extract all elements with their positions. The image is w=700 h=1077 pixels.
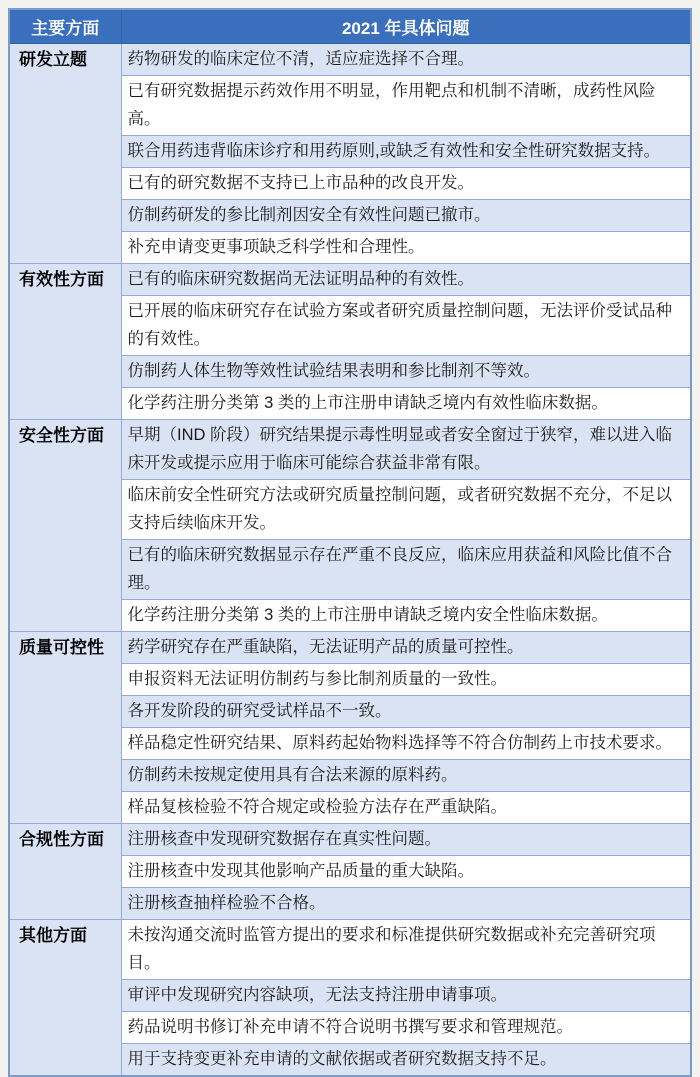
- problem-cell: 仿制药未按规定使用具有合法来源的原料药。: [121, 760, 691, 792]
- table-header: [9, 9, 691, 44]
- problem-cell: 样品复核检验不符合规定或检验方法存在严重缺陷。: [121, 792, 691, 824]
- table-row: [9, 264, 691, 296]
- problem-cell: 样品稳定性研究结果、原料药起始物料选择等不符合仿制药上市技术要求。: [121, 728, 691, 760]
- table-row: [9, 920, 691, 980]
- problems-table: [8, 8, 692, 1077]
- table-row: [9, 632, 691, 664]
- problem-cell: 注册核查中发现研究数据存在真实性问题。: [121, 824, 691, 856]
- problem-cell: 补充申请变更事项缺乏科学性和合理性。: [121, 232, 691, 264]
- category-cell-quality: 质量可控性: [9, 632, 121, 824]
- problem-cell: 未按沟通交流时监管方提出的要求和标准提供研究数据或补充完善研究项目。: [121, 920, 691, 980]
- table-body: [9, 44, 691, 1077]
- category-cell-other: 其他方面: [9, 920, 121, 1077]
- problem-cell: 注册核查抽样检验不合格。: [121, 888, 691, 920]
- problem-cell: 化学药注册分类第 3 类的上市注册申请缺乏境内安全性临床数据。: [121, 600, 691, 632]
- problem-cell: 已有的临床研究数据显示存在严重不良反应，临床应用获益和风险比值不合理。: [121, 540, 691, 600]
- table-row: [9, 824, 691, 856]
- problem-cell: 药物研发的临床定位不清，适应症选择不合理。: [121, 44, 691, 76]
- problem-cell: 早期（IND 阶段）研究结果提示毒性明显或者安全窗过于狭窄，难以进入临床开发或提示应用于临床可能综合获益非常有限。: [121, 420, 691, 480]
- problem-cell: 药品说明书修订补充申请不符合说明书撰写要求和管理规范。: [121, 1012, 691, 1044]
- problem-cell: 注册核查中发现其他影响产品质量的重大缺陷。: [121, 856, 691, 888]
- problem-cell: 药学研究存在严重缺陷，无法证明产品的质量可控性。: [121, 632, 691, 664]
- category-cell-efficacy: 有效性方面: [9, 264, 121, 420]
- problem-cell: 已有的研究数据不支持已上市品种的改良开发。: [121, 168, 691, 200]
- category-cell-compliance: 合规性方面: [9, 824, 121, 920]
- category-cell-rd-topic: 研发立题: [9, 44, 121, 264]
- problem-cell: 联合用药违背临床诊疗和用药原则,或缺乏有效性和安全性研究数据支持。: [121, 136, 691, 168]
- header-row: [9, 9, 691, 44]
- table-row: [9, 420, 691, 480]
- problem-cell: 审评中发现研究内容缺项，无法支持注册申请事项。: [121, 980, 691, 1012]
- problem-cell: 各开发阶段的研究受试样品不一致。: [121, 696, 691, 728]
- problem-cell: 已开展的临床研究存在试验方案或者研究质量控制问题，无法评价受试品种的有效性。: [121, 296, 691, 356]
- header-main-aspect: 主要方面: [9, 9, 121, 44]
- problem-cell: 已有研究数据提示药效作用不明显，作用靶点和机制不清晰，成药性风险高。: [121, 76, 691, 136]
- table-row: [9, 44, 691, 76]
- problem-cell: 申报资料无法证明仿制药与参比制剂质量的一致性。: [121, 664, 691, 696]
- problem-cell: 仿制药人体生物等效性试验结果表明和参比制剂不等效。: [121, 356, 691, 388]
- problem-cell: 用于支持变更补充申请的文献依据或者研究数据支持不足。: [121, 1044, 691, 1077]
- problem-cell: 临床前安全性研究方法或研究质量控制问题，或者研究数据不充分，不足以支持后续临床开发。: [121, 480, 691, 540]
- header-2021-problems: 2021 年具体问题: [121, 9, 691, 44]
- problem-cell: 已有的临床研究数据尚无法证明品种的有效性。: [121, 264, 691, 296]
- problem-cell: 仿制药研发的参比制剂因安全有效性问题已撤市。: [121, 200, 691, 232]
- category-cell-safety: 安全性方面: [9, 420, 121, 632]
- problem-cell: 化学药注册分类第 3 类的上市注册申请缺乏境内有效性临床数据。: [121, 388, 691, 420]
